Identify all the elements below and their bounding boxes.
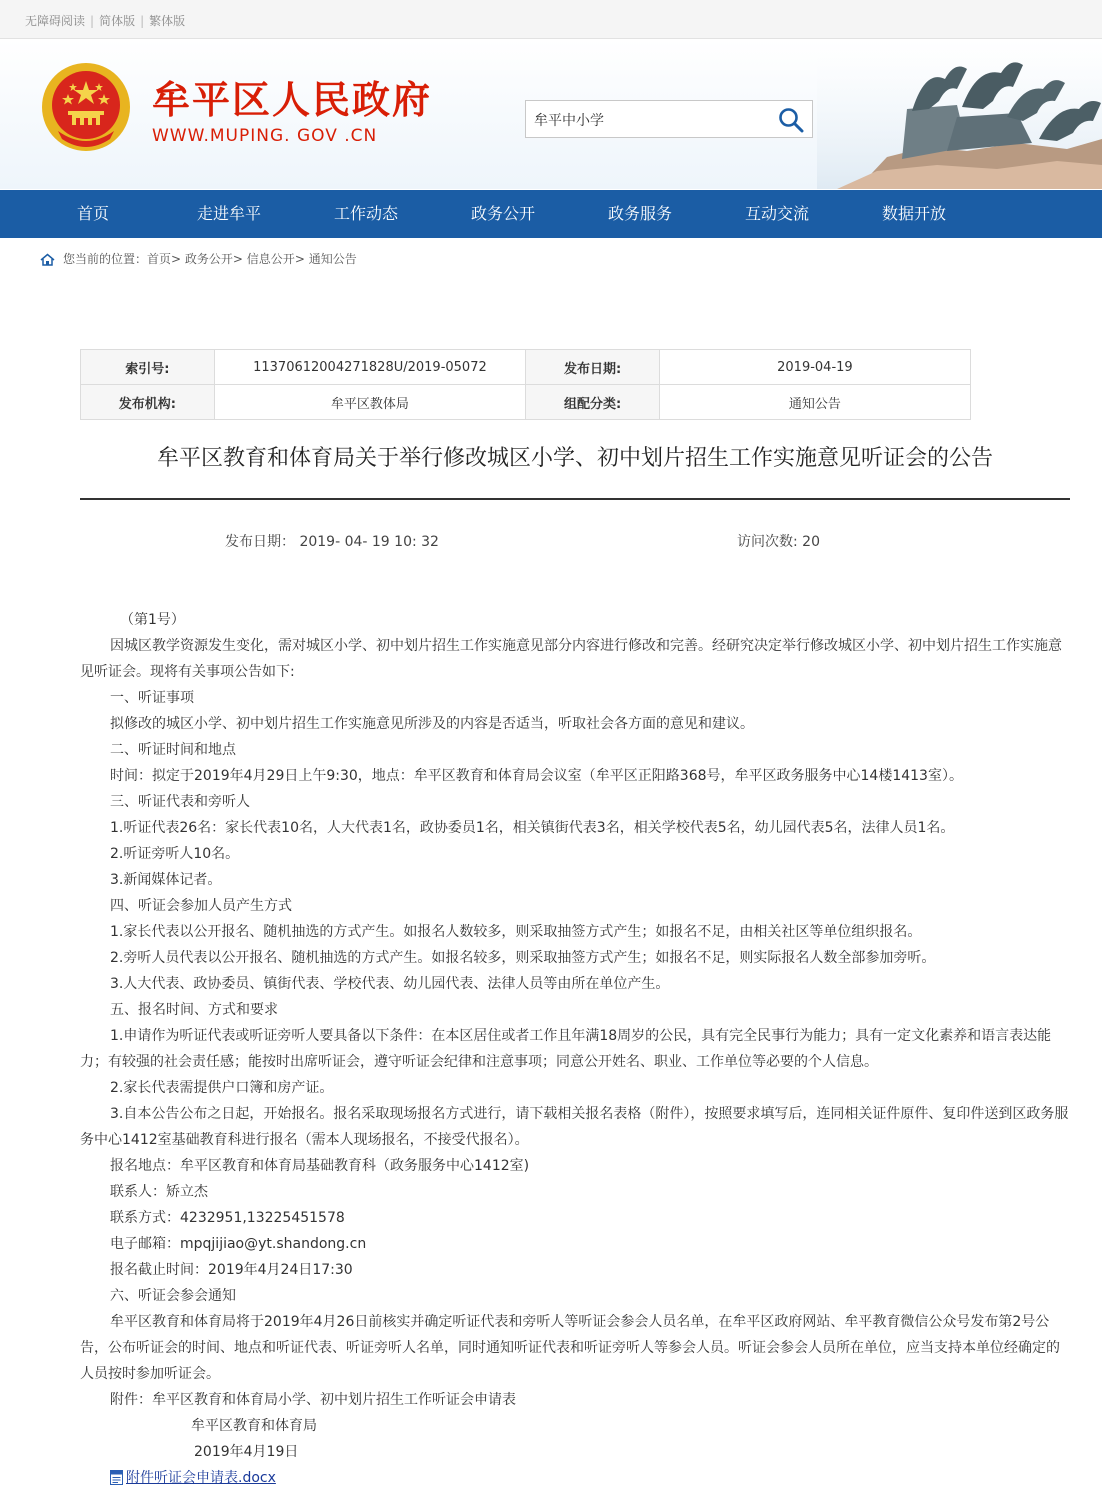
search-box bbox=[525, 100, 813, 138]
publish-date-label: 发布日期: bbox=[526, 350, 660, 385]
attachment-row bbox=[80, 1465, 1072, 1491]
meta-row bbox=[81, 385, 971, 420]
paragraph: 附件：牟平区教育和体育局小学、初中划片招生工作听证会申请表 bbox=[110, 1392, 516, 1408]
article-title: 牟平区教育和体育局关于举行修改城区小学、初中划片招生工作实施意见听证会的公告 bbox=[156, 446, 993, 471]
breadcrumb-gov-affairs[interactable]: 政务公开 bbox=[184, 252, 233, 266]
category-label: 组配分类: bbox=[526, 385, 660, 420]
section-heading: 三、听证代表和旁听人 bbox=[110, 794, 250, 810]
site-header bbox=[0, 39, 1102, 189]
title-divider bbox=[80, 498, 1070, 500]
paragraph: 3.新闻媒体记者。 bbox=[110, 872, 222, 888]
divider: | bbox=[140, 14, 145, 28]
paragraph: 联系方式：4232951,13225451578 bbox=[110, 1210, 345, 1226]
article-body bbox=[80, 607, 1072, 1491]
nav-item-home[interactable]: 首页 bbox=[77, 204, 110, 223]
breadcrumb-prefix: 您当前的位置： bbox=[63, 252, 148, 266]
index-number-label: 索引号: bbox=[81, 350, 215, 385]
home-icon bbox=[40, 253, 55, 266]
paragraph: 报名地点：牟平区教育和体育局基础教育科（政务服务中心1412室) bbox=[110, 1158, 530, 1174]
breadcrumb-home[interactable]: 首页 bbox=[147, 252, 172, 266]
top-utility-bar bbox=[0, 0, 1102, 39]
nav-item-gov-affairs[interactable]: 政务公开 bbox=[471, 204, 536, 223]
attachment-link[interactable] bbox=[80, 1470, 276, 1486]
paragraph: 1.听证代表26名：家长代表10名，人大代表1名，政协委员1名，相关镇街代表3名，相关学校代表5名，幼儿园代表5名，法律人员1名。 bbox=[110, 820, 955, 836]
meta-row bbox=[81, 350, 971, 385]
section-heading: 一、听证事项 bbox=[110, 690, 194, 706]
divider: | bbox=[90, 14, 95, 28]
breadcrumb-notices[interactable]: 通知公告 bbox=[308, 252, 357, 266]
utility-links bbox=[25, 12, 185, 29]
paragraph: 联系人：矫立杰 bbox=[110, 1184, 208, 1200]
horse-sculpture-image bbox=[817, 39, 1102, 189]
nav-item-about-muping[interactable]: 走进牟平 bbox=[197, 204, 262, 223]
paragraph: 拟修改的城区小学、初中划片招生工作实施意见所涉及的内容是否适当，听取社会各方面的意见和建议。 bbox=[110, 716, 754, 732]
paragraph: 牟平区教育和体育局将于2019年4月26日前核实并确定听证代表和旁听人等听证会参会人员名单，在牟平区政府网站、牟平教育微信公众号发布第2号公告，公布听证会的时间、地点和听证代表、听证旁听人名单，同时通知听证代表和听证旁听人等参会人员。听证会参会人员所在单位，应当支持本单位经确定的人员按时参加听证会。 bbox=[80, 1314, 1060, 1382]
paragraph: 2.听证旁听人10名。 bbox=[110, 846, 240, 862]
paragraph: 时间：拟定于2019年4月29日上午9:30，地点：牟平区教育和体育局会议室（牟平区正阳路368号，牟平区政务服务中心14楼1413室）。 bbox=[110, 768, 963, 784]
attachment-filename[interactable]: 附件听证会申请表.docx bbox=[126, 1470, 276, 1486]
visit-count: 访问次数: 20 bbox=[737, 534, 820, 550]
section-heading: 二、听证时间和地点 bbox=[110, 742, 236, 758]
paragraph: 2.家长代表需提供户口簿和房产证。 bbox=[110, 1080, 334, 1096]
signature-org: 牟平区教育和体育局 bbox=[191, 1418, 317, 1434]
section-heading: 四、听证会参加人员产生方式 bbox=[110, 898, 292, 914]
word-doc-icon bbox=[110, 1470, 123, 1485]
paragraph: 3.自本公告公布之日起，开始报名。报名采取现场报名方式进行，请下载相关报名表格（附件），按照要求填写后，连同相关证件原件、复印件送到区政务服务中心1412室基础教育科进行报名（需本人现场报名，不接受代报名）。 bbox=[80, 1106, 1069, 1148]
publish-time: 发布日期： 2019- 04- 19 10: 32 bbox=[225, 534, 439, 550]
site-url: WWW.MUPING. GOV .CN bbox=[152, 126, 378, 146]
magnifier-icon[interactable] bbox=[778, 107, 804, 133]
document-meta-table bbox=[80, 349, 971, 420]
paragraph: 因城区教学资源发生变化，需对城区小学、初中划片招生工作实施意见部分内容进行修改和完善。经研究决定举行修改城区小学、初中划片招生工作实施意见听证会。现将有关事项公告如下: bbox=[80, 638, 1062, 680]
index-number-value: 11370612004271828U/2019-05072 bbox=[214, 350, 526, 385]
nav-item-work-news[interactable]: 工作动态 bbox=[334, 204, 399, 223]
main-nav bbox=[0, 190, 1102, 238]
paragraph: 报名截止时间：2019年4月24日17:30 bbox=[110, 1262, 353, 1278]
traditional-link[interactable]: 繁体版 bbox=[149, 14, 186, 28]
publish-date-value: 2019-04-19 bbox=[659, 350, 970, 385]
breadcrumb-info-disclosure[interactable]: 信息公开 bbox=[246, 252, 295, 266]
paragraph: 1.申请作为听证代表或听证旁听人要具备以下条件：在本区居住或者工作且年满18周岁的公民，具有完全民事行为能力；具有一定文化素养和语言表达能力；有较强的社会责任感；能按时出席听证会，遵守听证会纪律和注意事项；同意公开姓名、职业、工作单位等必要的个人信息。 bbox=[80, 1028, 1052, 1070]
site-title[interactable]: 牟平区人民政府 bbox=[152, 78, 433, 122]
national-emblem-icon bbox=[40, 61, 132, 153]
signature-date: 2019年4月19日 bbox=[194, 1444, 299, 1460]
paragraph: 2.旁听人员代表以公开报名、随机抽选的方式产生。如报名较多，则采取抽签方式产生；如报名不足，则实际报名人数全部参加旁听。 bbox=[110, 950, 936, 966]
simplified-link[interactable]: 简体版 bbox=[99, 14, 136, 28]
nav-item-interaction[interactable]: 互动交流 bbox=[745, 204, 810, 223]
category-value: 通知公告 bbox=[659, 385, 970, 420]
publishing-org-value: 牟平区教体局 bbox=[214, 385, 526, 420]
section-heading: 六、听证会参会通知 bbox=[110, 1288, 236, 1304]
publishing-org-label: 发布机构: bbox=[81, 385, 215, 420]
section-heading: 五、报名时间、方式和要求 bbox=[110, 1002, 278, 1018]
nav-item-gov-services[interactable]: 政务服务 bbox=[608, 204, 673, 223]
paragraph: 电子邮箱：mpqjijiao@yt.shandong.cn bbox=[110, 1236, 367, 1252]
breadcrumb: 您当前的位置：首页> 政务公开> 信息公开> 通知公告 bbox=[40, 250, 357, 267]
paragraph: （第1号） bbox=[120, 612, 185, 628]
accessibility-link[interactable]: 无障碍阅读 bbox=[25, 14, 86, 28]
paragraph: 3.人大代表、政协委员、镇街代表、学校代表、幼儿园代表、法律人员等由所在单位产生。 bbox=[110, 976, 670, 992]
search-input[interactable] bbox=[532, 107, 766, 133]
nav-item-open-data[interactable]: 数据开放 bbox=[882, 204, 947, 223]
paragraph: 1.家长代表以公开报名、随机抽选的方式产生。如报名人数较多，则采取抽签方式产生；如报名不足，由相关社区等单位组织报名。 bbox=[110, 924, 922, 940]
